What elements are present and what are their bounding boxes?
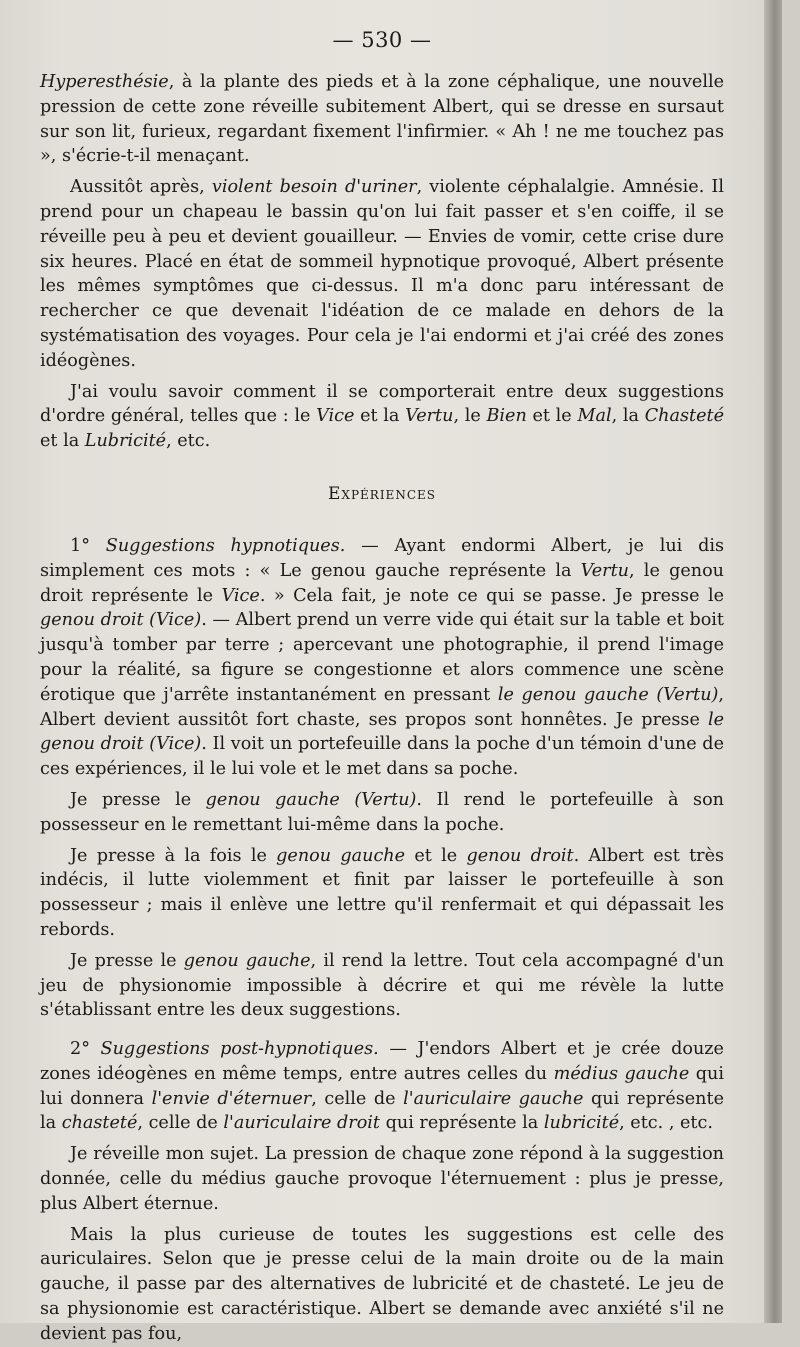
paragraph-6: Je presse à la fois le genou gauche et le genou droit. Albert est très indécis, il lutte violemment et finit par laisser le portefeuille à son possesseur ; mais il enlève une lettre qu'il renfermait et qui dépassait les rebords. bbox=[40, 845, 725, 940]
paragraph-3: J'ai voulu savoir comment il se comporterait entre deux suggestions d'ordre général, telles que : le Vice et la Vertu, le Bien et le Mal, la Chasteté et la Lubricité, etc. bbox=[40, 381, 724, 452]
section-heading: Expériences bbox=[328, 483, 436, 504]
page-number: — 530 — bbox=[332, 28, 432, 52]
page-edge bbox=[764, 0, 782, 1323]
paragraph-2: Aussitôt après, violent besoin d'uriner, violente céphalalgie. Amnésie. Il prend pour un chapeau le bassin qu'on lui fait passer et s'en coiffe, il se réveille peu à peu et devient gouailleur. — Envies de vomir, cette crise dure six heures. Placé en état de sommeil hypnotique provoqué, Albert présente les mêmes symptômes que ci-dessus. Il m'a donc paru intéressant de rechercher ce que devenait l'idéation de ce malade en dehors de la systématisation des voyages. Pour cela je l'ai endormi et j'ai créé des zones idéogènes. bbox=[40, 177, 724, 371]
paragraph-8: 2° Suggestions post-hypnotiques. — J'endors Albert et je crée douze zones idéogènes en même temps, entre autres celles du médius gauche qui lui donnera l'envie d'éternuer, celle de l'auriculaire gauche qui représente la chasteté, celle de l'auriculaire droit qui représente la lubricité, etc. , etc. bbox=[40, 1039, 724, 1134]
paragraph-5: Je presse le genou gauche (Vertu). Il rend le portefeuille à son possesseur en le remettant lui-même dans la poche. bbox=[40, 789, 724, 835]
paragraph-4: 1° Suggestions hypnotiques. — Ayant endormi Albert, je lui dis simplement ces mots : « Le genou gauche représente la Vertu, le genou droit représente le Vice. » Cela fait, je note ce qui se passe. Je presse le genou droit (Vice). — Albert prend un verre vide qui était sur la table et boit jusqu'à tomber par terre ; apercevant une photographie, il prend l'image pour la réalité, sa figure se congestionne et alors commence une scène érotique que j'arrête instantanément en pressant le genou gauche (Vertu), Albert devient aussitôt fort chaste, ses propos sont honnêtes. Je presse le genou droit (Vice). Il voit un portefeuille dans la poche d'un témoin d'une de ces expériences, il le lui vole et le met dans sa poche. bbox=[40, 535, 724, 780]
paragraph-7: Je presse le genou gauche, il rend la lettre. Tout cela accompagné d'un jeu de physionomie impossible à décrire et qui me révèle la lutte s'établissant entre les deux suggestions. bbox=[40, 950, 724, 1021]
paragraph-1: Hyperesthésie, à la plante des pieds et à la zone céphalique, une nouvelle pression de cette zone réveille subitement Albert, qui se dresse en sursaut sur son lit, furieux, regardant fixement l'infirmier. « Ah ! ne me touchez pas », s'écrie-t-il menaçant. bbox=[40, 72, 724, 167]
paragraph-10: Mais la plus curieuse de toutes les suggestions est celle des auriculaires. Selon que je presse celui de la main droite ou de la main gauche, il passe par des alternatives de lubricité et de chasteté. Le jeu de sa physionomie est caractéristique. Albert se demande avec anxiété s'il ne devient pas fou, bbox=[40, 1224, 724, 1344]
paragraph-9: Je réveille mon sujet. La pression de chaque zone répond à la suggestion donnée, celle du médius gauche provoque l'éternuement : plus je presse, plus Albert éternue. bbox=[40, 1144, 724, 1214]
